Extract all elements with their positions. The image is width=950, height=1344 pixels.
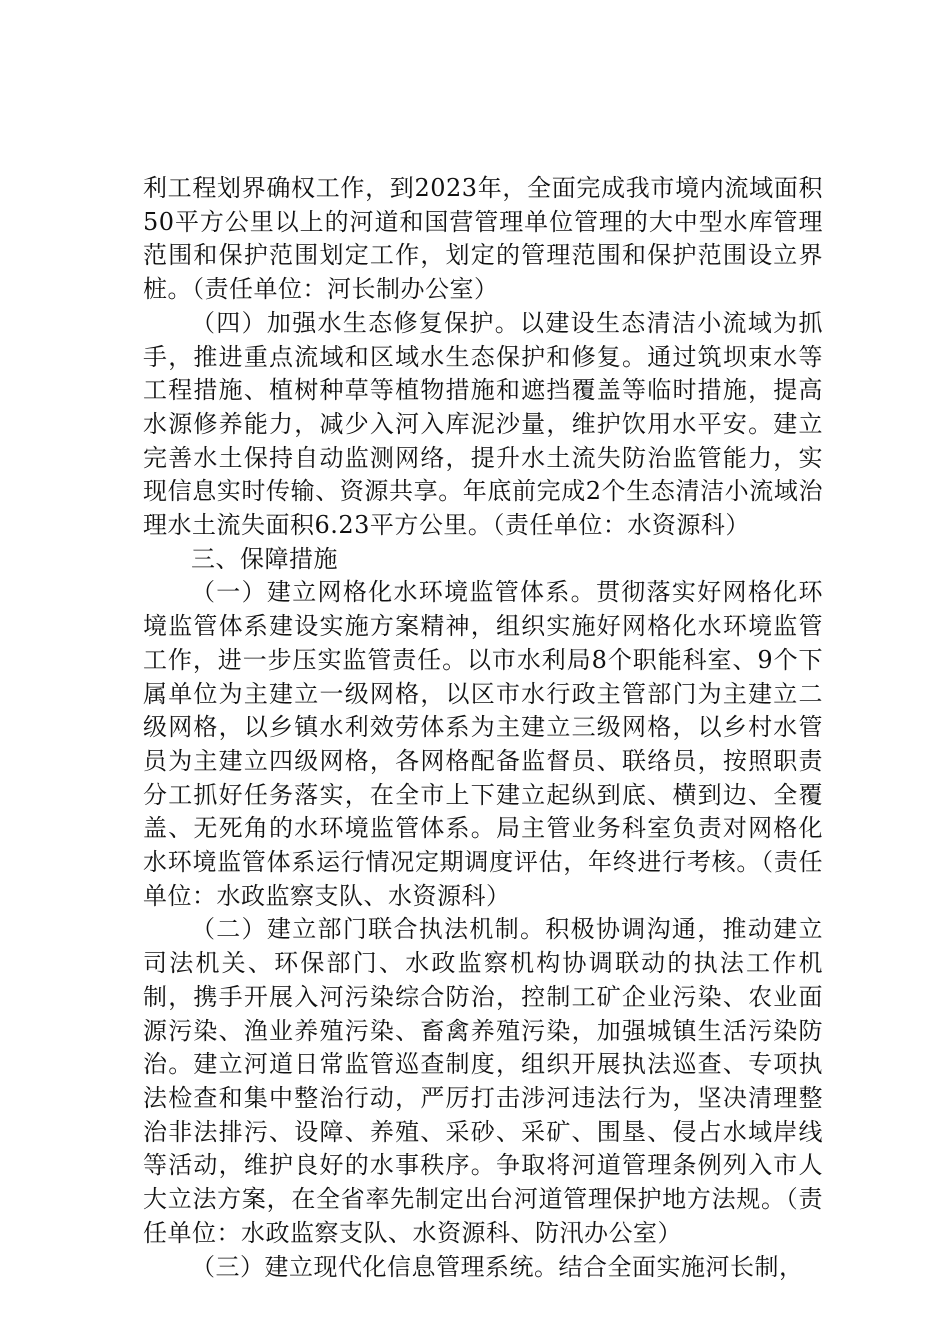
paragraph-boundary-confirmation: 利工程划界确权工作，到2023年，全面完成我市境内流域面积50平方公里以上的河道和国营管理单位管理的大中型水库管理范围和保护范围划定工作，划定的管理范围和保护范围设立界桩。（责任单位：河长制办公室）: [143, 174, 823, 304]
paragraph-joint-enforcement: （二）建立部门联合执法机制。积极协调沟通，推动建立司法机关、环保部门、水政监察机构协调联动的执法工作机制，携手开展入河污染综合防治，控制工矿企业污染、农业面源污染、渔业养殖污染、畜禽养殖污染，加强城镇生活污染防治。建立河道日常监管巡查制度，组织开展执法巡查、专项执法检查和集中整治行动，严厉打击涉河违法行为，坚决清理整治非法排污、设障、养殖、采砂、采矿、围垦、侵占水域岸线等活动，维护良好的水事秩序。争取将河道管理条例列入市人大立法方案，在全省率先制定出台河道管理保护地方法规。（责任单位：水政监察支队、水资源科、防汛办公室）: [143, 915, 823, 1247]
paragraph-grid-supervision: （一）建立网格化水环境监管体系。贯彻落实好网格化环境监管体系建设实施方案精神，组织实施好网格化水环境监管工作，进一步压实监管责任。以市水利局8个职能科室、9个下属单位为主建立一级网格，以区市水行政主管部门为主建立二级网格，以乡镇水利效劳体系为主建立三级网格，以乡村水管员为主建立四级网格，各网格配备监督员、联络员，按照职责分工抓好任务落实，在全市上下建立起纵到底、横到边、全覆盖、无死角的水环境监管体系。局主管业务科室负责对网格化水环境监管体系运行情况定期调度评估，年终进行考核。（责任单位：水政监察支队、水资源科）: [143, 578, 823, 910]
section-heading-safeguards: 三、保障措施: [191, 544, 338, 573]
paragraph-information-system: （三）建立现代化信息管理系统。结合全面实施河长制，: [191, 1252, 804, 1281]
paragraph-ecological-restoration: （四）加强水生态修复保护。以建设生态清洁小流域为抓手，推进重点流域和区域水生态保护和修复。通过筑坝束水等工程措施、植树种草等植物措施和遮挡覆盖等临时措施，提高水源修养能力，减少入河入库泥沙量，维护饮用水平安。建立完善水土保持自动监测网络，提升水土流失防治监管能力，实现信息实时传输、资源共享。年底前完成2个生态清洁小流域治理水土流失面积6.23平方公里。（责任单位：水资源科）: [143, 308, 823, 540]
document-body: [143, 172, 823, 1284]
